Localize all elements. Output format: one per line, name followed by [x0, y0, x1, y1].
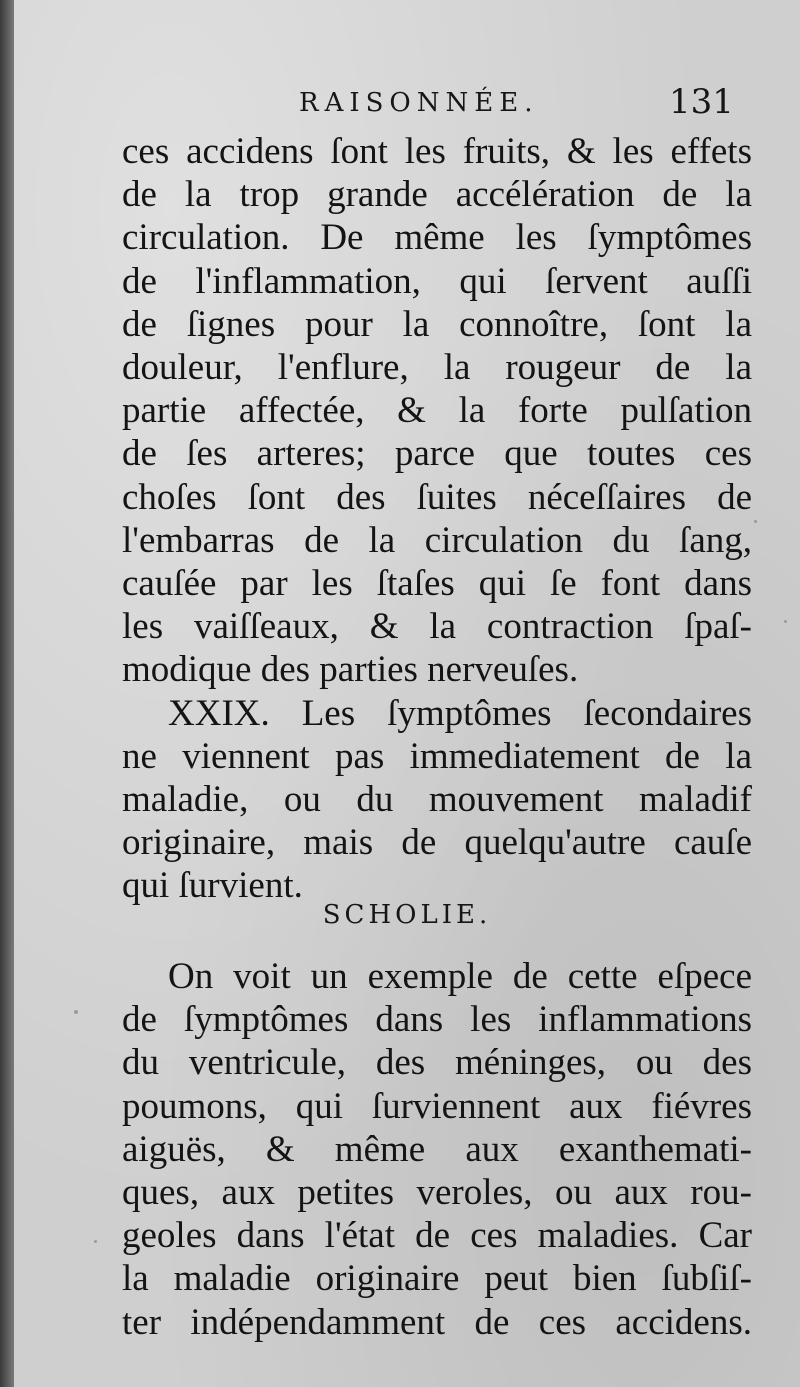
text-line: de la trop grande accélération de la — [122, 174, 752, 216]
text-line: les vaiſſeaux, & la contraction ſpaſ- — [122, 606, 752, 648]
text-line: choſes ſont des ſuites néceſſaires de — [122, 476, 752, 518]
text-line: cauſée par les ſtaſes qui ſe font dans — [122, 563, 752, 605]
text-line: originaire, mais de quelqu'autre cauſe — [122, 822, 752, 864]
text-line: de l'inflammation, qui ſervent auſſi — [122, 260, 752, 302]
paper-speck — [784, 620, 787, 623]
body-text — [122, 130, 752, 908]
text-line: l'embarras de la circulation du ſang, — [122, 519, 752, 561]
text-line: ne viennent pas immediatement de la — [122, 735, 752, 777]
text-line: la maladie originaire peut bien ſubſiſ- — [122, 1258, 752, 1300]
text-line: ques, aux petites veroles, ou aux rou- — [122, 1172, 752, 1214]
text-line: de ſignes pour la connoître, ſont la — [122, 303, 752, 345]
page-gutter-shadow — [0, 0, 14, 1387]
paper-speck — [74, 1010, 78, 1014]
text-line: de ſymptômes dans les inflammations — [122, 999, 752, 1041]
page-number: 131 — [669, 82, 734, 122]
text-line: On voit un exemple de cette eſpece — [168, 956, 752, 997]
book-page — [14, 0, 800, 1387]
scholie-paragraph — [122, 955, 752, 1344]
text-line: XXIX. Les ſymptômes ſecondaires — [168, 692, 752, 734]
text-line: poumons, qui ſurviennent aux fiévres — [122, 1085, 752, 1127]
text-line: partie affectée, & la forte pulſation — [122, 390, 752, 432]
text-line: geoles dans l'état de ces maladies. Car — [122, 1215, 752, 1257]
text-line: modique des parties nerveuſes. — [122, 649, 579, 691]
text-line: de ſes arteres; parce que toutes ces — [122, 433, 752, 475]
text-line: aiguës, & même aux exanthemati- — [122, 1128, 752, 1170]
paper-speck — [94, 1240, 97, 1243]
text-line: ter indépendamment de ces accidens. — [122, 1301, 752, 1343]
paragraph-1 — [122, 130, 752, 692]
paragraph-2 — [122, 692, 752, 908]
running-head: RAISONNÉE. — [299, 88, 539, 118]
paper-speck — [754, 520, 757, 523]
text-line: douleur, l'enflure, la rougeur de la — [122, 347, 752, 389]
page-header — [14, 82, 800, 132]
text-line: du ventricule, des méninges, ou des — [122, 1042, 752, 1084]
text-line: qui ſurvient. — [122, 865, 303, 907]
text-line: circulation. De même les ſymptômes — [122, 217, 752, 259]
section-title: SCHOLIE. — [322, 900, 492, 930]
text-line: ces accidens ſont les fruits, & les effets — [122, 131, 752, 172]
text-line: maladie, ou du mouvement maladif — [122, 779, 752, 821]
